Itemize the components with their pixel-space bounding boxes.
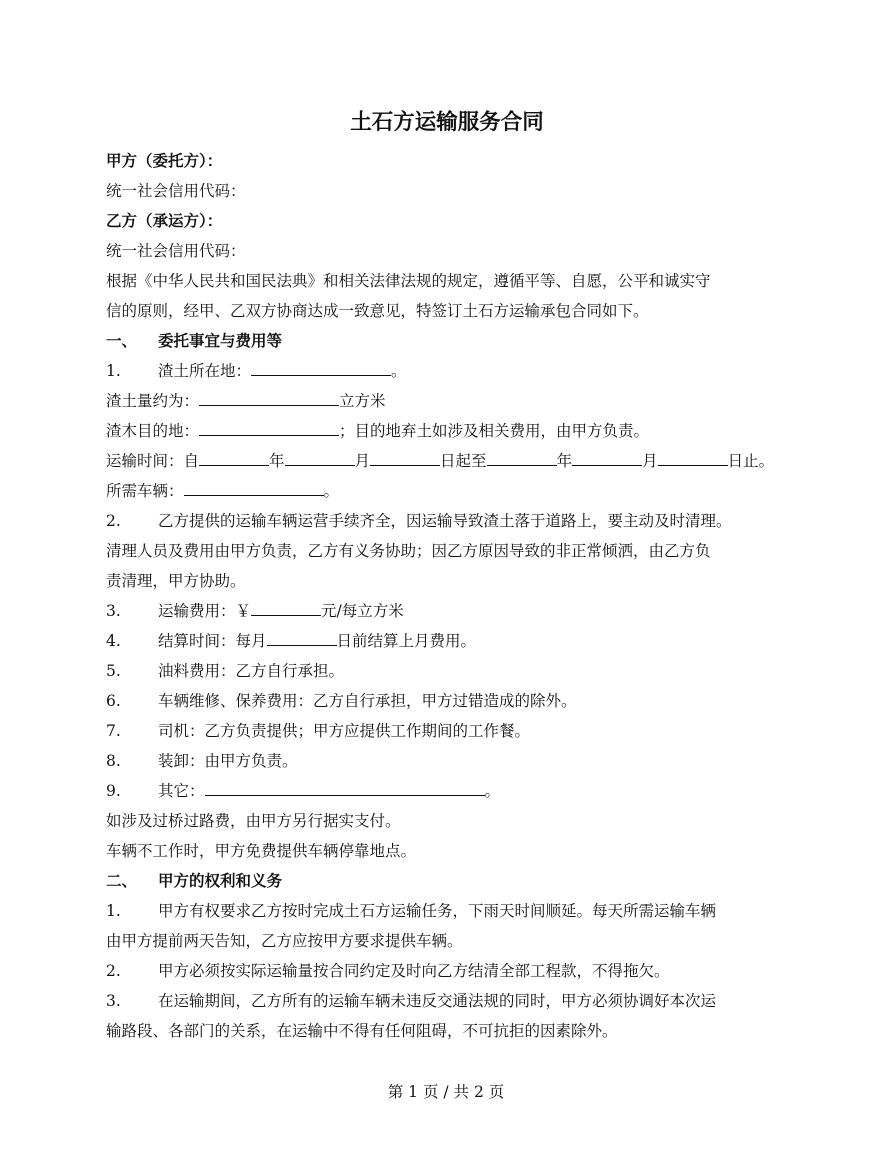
section-1-number: 一、 (106, 331, 138, 350)
clause-number: 7. (106, 722, 121, 740)
clause-text: 甲方必须按实际运输量按合同约定及时向乙方结清全部工程款，不得拖欠。 (158, 962, 670, 980)
section-2-heading (106, 866, 788, 896)
clause-label: 所需车辆： (106, 482, 184, 500)
clause-destination (106, 416, 788, 446)
clause-label: 渣木目的地： (106, 422, 200, 440)
fill-blank-start-day (370, 449, 440, 466)
clause-1-1 (106, 356, 788, 386)
clause-number: 1. (106, 902, 121, 920)
clause-parking: 车辆不工作时，甲方免费提供车辆停靠地点。 (106, 842, 417, 860)
clause-1-7 (106, 716, 788, 746)
clause-vehicles (106, 476, 788, 506)
fill-blank-start-month (285, 449, 355, 466)
clause-number: 2. (106, 962, 121, 980)
clause-end: 。 (323, 482, 340, 500)
clause-1-5 (106, 656, 788, 686)
clause-2-3 (106, 986, 788, 1016)
clause-number: 9. (106, 782, 121, 800)
clause-2-1-line-2: 由甲方提前两天告知，乙方应按甲方要求提供车辆。 (106, 932, 463, 950)
clause-1-8 (106, 746, 788, 776)
clause-unit: 立方米 (339, 392, 386, 410)
clause-text: 车辆维修、保养费用：乙方自行承担，甲方过错造成的除外。 (158, 692, 577, 710)
clause-number: 5. (106, 662, 121, 680)
clause-1-2-line-2: 清理人员及费用由甲方负责，乙方有义务协助；因乙方原因导致的非正常倾洒，由乙方负 (106, 542, 711, 560)
clause-text: 日前结算上月费用。 (336, 632, 477, 650)
year-label: 年 (269, 452, 285, 470)
fill-blank-location (251, 359, 391, 376)
fill-blank-vehicles (184, 479, 324, 496)
clause-text: 油料费用：乙方自行承担。 (158, 662, 345, 680)
page-footer: 第 1 页 / 共 2 页 (387, 1083, 505, 1101)
clause-unit: 元/每立方米 (321, 602, 404, 620)
clause-number: 1. (106, 362, 121, 380)
month-label: 月 (642, 452, 658, 470)
clause-end: 。 (484, 782, 501, 800)
month-label: 月 (354, 452, 371, 470)
clause-2-1 (106, 896, 788, 926)
fill-blank-end-year (487, 449, 557, 466)
section-2-title: 甲方的权利和义务 (158, 871, 283, 890)
clause-label: 渣土所在地： (158, 362, 252, 380)
clause-label: 其它： (158, 782, 205, 800)
clause-volume (106, 386, 788, 416)
clause-number: 4. (106, 632, 121, 650)
clause-1-2 (106, 506, 788, 536)
clause-1-3 (106, 596, 788, 626)
clause-label: 结算时间：每月 (158, 632, 267, 650)
clause-number: 2. (106, 512, 121, 530)
clause-number: 8. (106, 752, 121, 770)
clause-number: 3. (106, 992, 121, 1010)
clause-number: 3. (106, 602, 121, 620)
clause-2-3-line-2: 输路段、各部门的关系，在运输中不得有任何阻碍，不可抗拒的因素除外。 (106, 1022, 618, 1040)
party-b-code: 统一社会信用代码： (106, 242, 246, 260)
fill-blank-end-day (658, 449, 728, 466)
clause-label: 运输费用：￥ (158, 602, 252, 620)
clause-text: 司机：乙方负责提供；甲方应提供工作期间的工作餐。 (158, 722, 531, 740)
section-1-title: 委托事宜与费用等 (158, 331, 283, 350)
clause-1-2-line-3: 责清理，甲方协助。 (106, 572, 246, 590)
party-a-label: 甲方（委托方）： (106, 151, 223, 170)
clause-toll-fees: 如涉及过桥过路费，由甲方另行据实支付。 (106, 812, 401, 830)
document-title: 土石方运输服务合同 (350, 110, 544, 135)
clause-2-2 (106, 956, 788, 986)
clause-number: 6. (106, 692, 121, 710)
fill-blank-start-year (199, 449, 269, 466)
clause-end: 。 (391, 362, 407, 380)
from-label: 日起至 (440, 452, 487, 470)
section-1-heading (106, 326, 788, 356)
fill-blank-end-month (572, 449, 642, 466)
intro-line-2: 信的原则，经甲、乙双方协商达成一致意见，特签订土石方运输承包合同如下。 (106, 302, 649, 320)
fill-blank-volume (199, 389, 339, 406)
clause-1-4 (106, 626, 788, 656)
to-label: 日止。 (727, 452, 775, 470)
intro-line-1: 根据《中华人民共和国民法典》和相关法律法规的规定，遵循平等、自愿，公平和诚实守 (106, 272, 711, 290)
clause-label: 渣土量约为： (106, 392, 200, 410)
clause-text: ；目的地弃土如涉及相关费用，由甲方负责。 (339, 422, 650, 440)
clause-text: 甲方有权要求乙方按时完成土石方运输任务，下雨天时间顺延。每天所需运输车辆 (158, 902, 717, 920)
party-b-label: 乙方（承运方）： (106, 211, 223, 230)
clause-text: 装卸：由甲方负责。 (158, 752, 298, 770)
fill-blank-destination (199, 419, 339, 436)
section-2-number: 二、 (106, 871, 138, 890)
clause-text: 在运输期间，乙方所有的运输车辆未违反交通法规的同时，甲方必须协调好本次运 (158, 992, 717, 1010)
clause-text: 乙方提供的运输车辆运营手续齐全，因运输导致渣土落于道路上，要主动及时清理。 (158, 512, 732, 530)
fill-blank-other (205, 779, 485, 796)
clause-transport-time (106, 446, 788, 476)
clause-1-6 (106, 686, 788, 716)
party-a-code: 统一社会信用代码： (106, 182, 246, 200)
clause-1-9 (106, 776, 788, 806)
clause-label: 运输时间：自 (106, 452, 200, 470)
fill-blank-settlement-day (267, 629, 337, 646)
fill-blank-fee (251, 599, 321, 616)
year-label: 年 (556, 452, 573, 470)
